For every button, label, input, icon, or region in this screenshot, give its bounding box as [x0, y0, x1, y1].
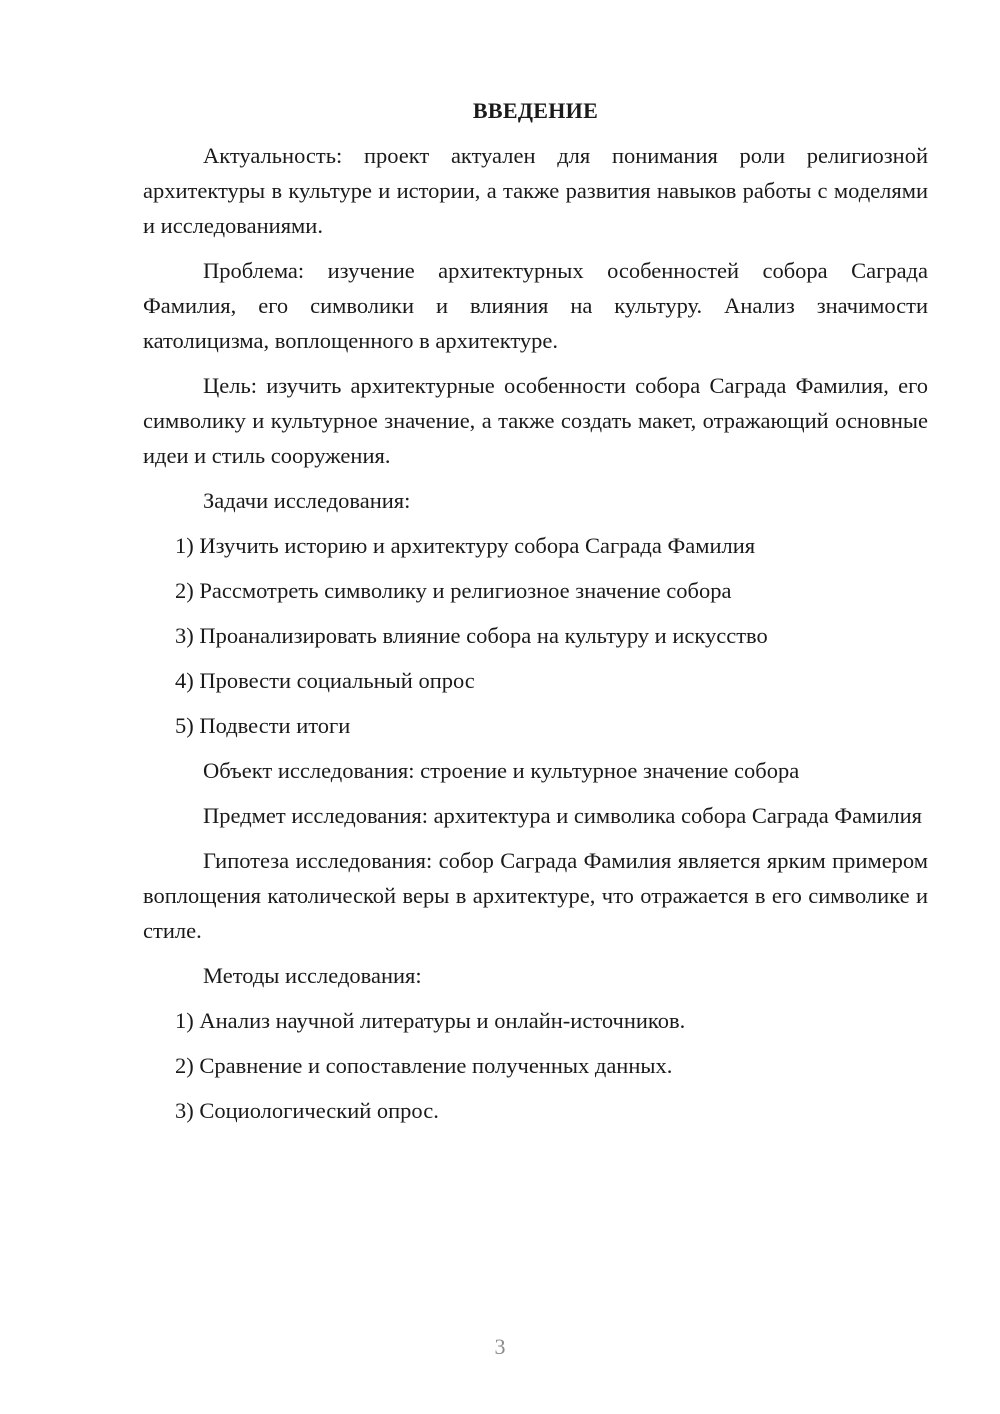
page-content — [143, 93, 928, 1138]
task-item: 1) Изучить историю и архитектуру собора Саграда Фамилия — [175, 533, 756, 558]
tasks-label: Задачи исследования: — [203, 488, 411, 513]
method-item: 1) Анализ научной литературы и онлайн-источников. — [175, 1008, 686, 1033]
object-paragraph: Объект исследования: строение и культурное значение собора — [203, 758, 800, 783]
task-item: 3) Проанализировать влияние собора на культуру и искусство — [175, 623, 768, 648]
task-item: 5) Подвести итоги — [175, 713, 351, 738]
hypothesis-paragraph: Гипотеза исследования: собор Саграда Фамилия является ярким примером воплощения католической веры в архитектуре, что отражается в его символике и стиле. — [143, 848, 928, 943]
goal-paragraph: Цель: изучить архитектурные особенности собора Саграда Фамилия, его символику и культурное значение, а также создать макет, отражающий основные идеи и стиль сооружения. — [143, 373, 928, 468]
method-item: 3) Социологический опрос. — [175, 1098, 439, 1123]
page-number: 3 — [494, 1334, 506, 1359]
methods-label: Методы исследования: — [203, 963, 422, 988]
task-item: 4) Провести социальный опрос — [175, 668, 475, 693]
method-item: 2) Сравнение и сопоставление полученных данных. — [175, 1053, 673, 1078]
problem-paragraph: Проблема: изучение архитектурных особенностей собора Саграда Фамилия, его символики и влияния на культуру. Анализ значимости католицизма, воплощенного в архитектуре. — [143, 258, 928, 353]
relevance-paragraph: Актуальность: проект актуален для понимания роли религиозной архитектуры в культуре и истории, а также развития навыков работы с моделями и исследованиями. — [143, 143, 928, 238]
task-item: 2) Рассмотреть символику и религиозное значение собора — [175, 578, 732, 603]
subject-paragraph: Предмет исследования: архитектура и символика собора Саграда Фамилия — [203, 803, 923, 828]
section-heading: ВВЕДЕНИЕ — [472, 98, 599, 123]
